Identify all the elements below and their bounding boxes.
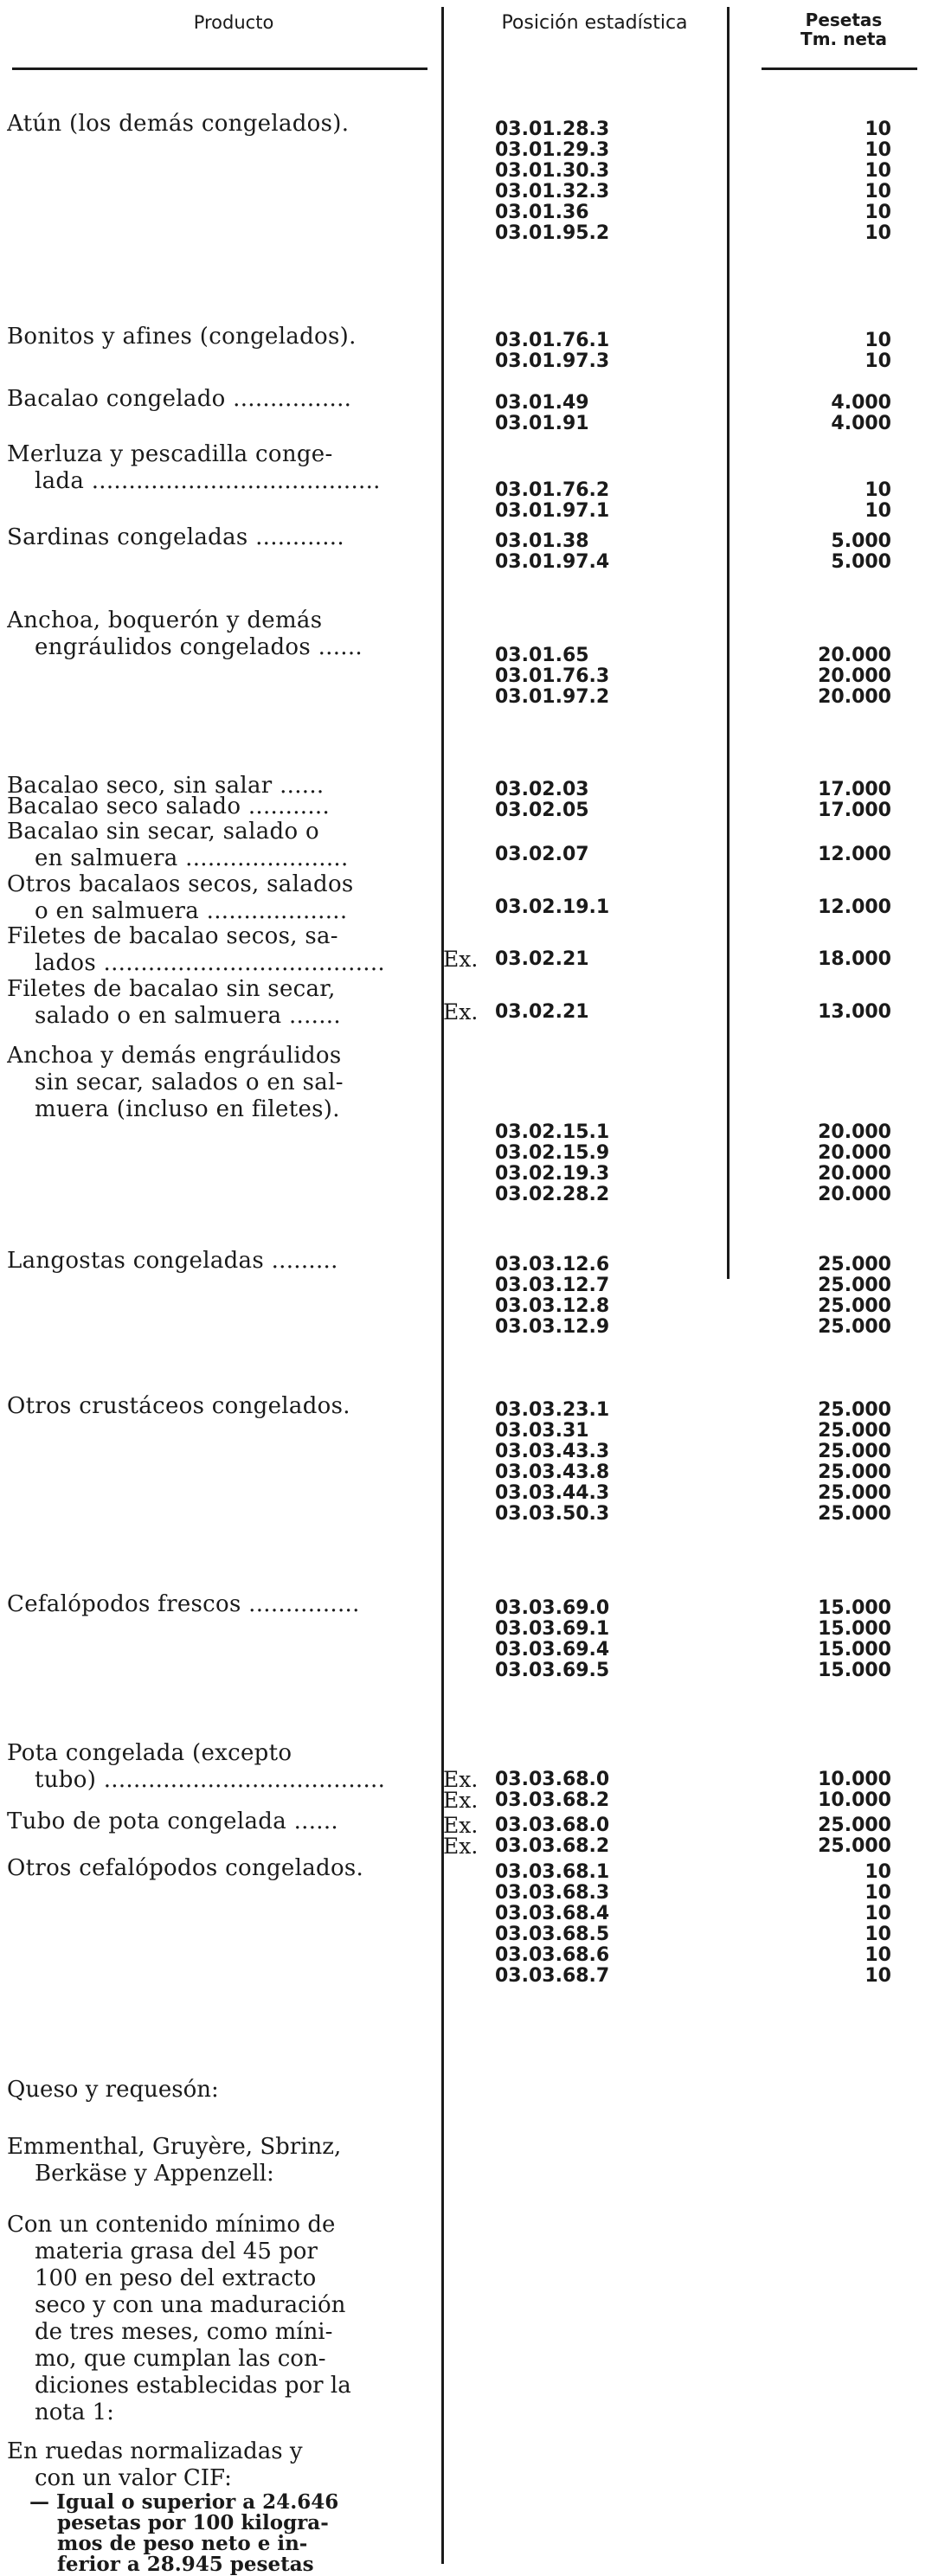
product-name-line: Bonitos y afines (congelados). [7, 324, 357, 350]
product-name-line: tubo) ...................................... [35, 1767, 386, 1793]
code-value: 03.03.69.4 [495, 1639, 610, 1661]
product-name-line: Bacalao sin secar, salado o [7, 819, 319, 845]
code-value: 03.03.69.0 [495, 1597, 610, 1619]
product-name [7, 976, 434, 1030]
statistical-positions [443, 119, 668, 244]
product-name [7, 1591, 434, 1618]
pesetas-value: 15.000 [818, 1597, 891, 1619]
pesetas-value: 25.000 [818, 1316, 891, 1338]
statistical-positions [443, 949, 668, 970]
product-name-line: muera (incluso en filetes). [35, 1096, 340, 1122]
pesetas-values [744, 480, 891, 522]
product-name-line: Bacalao seco salado ........... [7, 793, 331, 819]
statistical-code [443, 666, 668, 687]
pesetas-value: 5.000 [831, 551, 891, 573]
product-name-line: salado o en salmuera ....... [35, 1003, 341, 1029]
statistical-code [443, 1255, 668, 1275]
pesetas-value: 10 [865, 1882, 891, 1904]
statistical-code [443, 351, 668, 372]
pesetas-value: 25.000 [818, 1420, 891, 1442]
pesetas-value: 17.000 [818, 779, 891, 800]
table-row [0, 1043, 932, 1209]
product-name-line: Anchoa y demás engráulidos [7, 1043, 342, 1069]
code-value: 03.01.95.2 [495, 222, 610, 244]
cheese-condition-line: de tres meses, como míni- [35, 2319, 333, 2345]
statistical-code [443, 999, 668, 1025]
cheese-varieties [7, 2134, 434, 2187]
code-value: 03.03.43.3 [495, 1441, 610, 1462]
ex-prefix: Ex. [443, 999, 479, 1025]
code-value: 03.02.21 [495, 1001, 589, 1023]
product-name [7, 1248, 434, 1275]
code-value: 03.03.69.5 [495, 1660, 610, 1681]
pesetas-value: 4.000 [831, 413, 891, 434]
ex-prefix: Ex. [443, 947, 479, 972]
header-underline [12, 67, 427, 70]
code-value: 03.03.68.0 [495, 1815, 610, 1836]
statistical-positions [443, 1400, 668, 1525]
code-value: 03.03.23.1 [495, 1399, 610, 1421]
header-product: Producto [193, 12, 274, 33]
cheese-wheels [7, 2438, 434, 2492]
statistical-code [443, 1483, 668, 1504]
pesetas-value: 5.000 [831, 530, 891, 552]
table-row [0, 1591, 932, 1685]
pesetas-value: 15.000 [818, 1618, 891, 1640]
product-name-line: Cefalópodos frescos ............... [7, 1591, 360, 1617]
cheese-condition-line: materia grasa del 45 por [35, 2239, 318, 2264]
statistical-code [443, 845, 668, 865]
code-value: 03.02.03 [495, 779, 589, 800]
statistical-code [443, 1966, 668, 1987]
cheese-varieties-line: Berkäse y Appenzell: [35, 2161, 274, 2187]
pesetas-value: 20.000 [818, 1121, 891, 1143]
pesetas-values [744, 646, 891, 708]
cheese-price-bullet-line: ferior a 28.945 pesetas [57, 2553, 314, 2576]
cheese-varieties-line: Emmenthal, Gruyère, Sbrinz, [7, 2134, 342, 2160]
pesetas-value: 25.000 [818, 1275, 891, 1296]
statistical-code [443, 414, 668, 434]
statistical-code [443, 552, 668, 573]
product-name-line: Bacalao congelado ................ [7, 386, 352, 412]
statistical-code [443, 1421, 668, 1442]
statistical-code [443, 1275, 668, 1296]
product-name-line: Otros bacalaos secos, salados [7, 871, 354, 897]
cheese-condition-line: Con un contenido mínimo de [7, 2212, 336, 2238]
code-value: 03.01.29.3 [495, 139, 610, 161]
pesetas-values [744, 531, 891, 573]
product-name [7, 1393, 434, 1420]
cheese-condition [7, 2212, 434, 2426]
product-name-line: Langostas congeladas ......... [7, 1248, 338, 1274]
product-name-line: Otros cefalópodos congelados. [7, 1855, 364, 1881]
cheese-condition-line: seco y con una maduración [35, 2292, 346, 2318]
code-value: 03.01.28.3 [495, 119, 610, 140]
code-value: 03.02.05 [495, 800, 589, 821]
table-row [0, 1808, 932, 1860]
statistical-code [443, 1661, 668, 1681]
table-row [0, 923, 932, 980]
product-name [7, 819, 434, 872]
product-name [7, 1043, 434, 1123]
code-value: 03.01.97.3 [495, 350, 610, 372]
cheese-price-bullet-line: — Igual o superior a 24.646 [29, 2490, 339, 2514]
statistical-code [443, 1164, 668, 1185]
pesetas-value: 10 [865, 160, 891, 182]
product-name-line: en salmuera ...................... [35, 845, 349, 871]
pesetas-value: 10 [865, 222, 891, 244]
product-name-line: o en salmuera ................... [35, 898, 348, 924]
statistical-code [443, 1504, 668, 1525]
code-value: 03.01.97.1 [495, 500, 610, 522]
code-value: 03.03.12.7 [495, 1275, 610, 1296]
product-name-line: Tubo de pota congelada ...... [7, 1808, 338, 1834]
header-pesetas [779, 10, 909, 48]
statistical-code [443, 480, 668, 501]
pesetas-values [744, 1862, 891, 1987]
table-row [0, 1248, 932, 1341]
code-value: 03.02.19.3 [495, 1163, 610, 1185]
code-value: 03.03.12.9 [495, 1316, 610, 1338]
product-name-line: Atún (los demás congelados). [7, 111, 350, 137]
pesetas-value: 25.000 [818, 1295, 891, 1317]
pesetas-value: 10 [865, 1944, 891, 1966]
code-value: 03.03.68.3 [495, 1882, 610, 1904]
product-name-line: Filetes de bacalao sin secar, [7, 976, 336, 1002]
code-value: 03.01.76.1 [495, 330, 610, 351]
statistical-code [443, 1598, 668, 1619]
statistical-code [443, 646, 668, 666]
statistical-code [443, 1143, 668, 1164]
ex-prefix: Ex. [443, 1834, 479, 1859]
pesetas-value: 25.000 [818, 1503, 891, 1525]
statistical-positions [443, 1862, 668, 1987]
statistical-code [443, 949, 668, 970]
product-name [7, 441, 434, 495]
statistical-code [443, 119, 668, 140]
statistical-code [443, 223, 668, 244]
table-row [0, 441, 932, 525]
pesetas-value: 10.000 [818, 1789, 891, 1811]
pesetas-values [744, 1002, 891, 1023]
pesetas-value: 20.000 [818, 1142, 891, 1164]
product-name [7, 1808, 434, 1835]
statistical-positions [443, 331, 668, 372]
code-value: 03.01.91 [495, 413, 589, 434]
code-value: 03.03.69.1 [495, 1618, 610, 1640]
statistical-code [443, 687, 668, 708]
code-value: 03.01.38 [495, 530, 589, 552]
pesetas-value: 20.000 [818, 665, 891, 687]
product-name-line: Anchoa, boquerón y demás [7, 607, 323, 633]
statistical-positions [443, 480, 668, 522]
code-value: 03.03.68.0 [495, 1769, 610, 1790]
product-name [7, 871, 434, 925]
statistical-code [443, 1862, 668, 1883]
statistical-positions [443, 393, 668, 434]
product-name [7, 1740, 434, 1794]
pesetas-value: 10 [865, 1924, 891, 1945]
pesetas-value: 10 [865, 1861, 891, 1883]
statistical-code [443, 182, 668, 202]
code-value: 03.02.21 [495, 948, 589, 970]
pesetas-value: 15.000 [818, 1639, 891, 1661]
product-name-line: Sardinas congeladas ............ [7, 524, 344, 550]
pesetas-values [744, 845, 891, 865]
code-value: 03.01.36 [495, 202, 589, 223]
code-value: 03.03.68.2 [495, 1835, 610, 1857]
statistical-positions [443, 1255, 668, 1338]
pesetas-values [744, 331, 891, 372]
code-value: 03.01.76.2 [495, 479, 610, 501]
code-value: 03.01.65 [495, 645, 589, 666]
product-name [7, 607, 434, 661]
statistical-code [443, 393, 668, 414]
code-value: 03.03.68.6 [495, 1944, 610, 1966]
table-row [0, 324, 932, 376]
code-value: 03.03.44.3 [495, 1482, 610, 1504]
code-value: 03.01.97.4 [495, 551, 610, 573]
cheese-price-bullet [29, 2492, 457, 2575]
pesetas-value: 10 [865, 479, 891, 501]
statistical-code [443, 202, 668, 223]
table-row [0, 524, 932, 576]
pesetas-values [744, 1400, 891, 1525]
table-row [0, 607, 932, 711]
pesetas-value: 20.000 [818, 1184, 891, 1205]
header-pesetas-line1: Pesetas [805, 10, 883, 30]
cheese-condition-line: 100 en peso del extracto [35, 2265, 317, 2291]
statistical-positions [443, 845, 668, 865]
cheese-wheels-line: En ruedas normalizadas y [7, 2438, 303, 2464]
pesetas-values [744, 949, 891, 970]
pesetas-values [744, 1770, 891, 1811]
statistical-code [443, 1462, 668, 1483]
pesetas-value: 20.000 [818, 686, 891, 708]
product-name-line: engráulidos congelados ...... [35, 634, 363, 660]
statistical-positions [443, 1598, 668, 1681]
statistical-code [443, 1619, 668, 1640]
pesetas-values [744, 393, 891, 434]
product-name [7, 111, 434, 138]
pesetas-values [744, 897, 891, 918]
code-value: 03.02.28.2 [495, 1184, 610, 1205]
code-value: 03.01.49 [495, 392, 589, 414]
product-name-line: Pota congelada (excepto [7, 1740, 292, 1766]
statistical-code [443, 1400, 668, 1421]
product-name-line: lada ....................................... [35, 468, 381, 494]
pesetas-value: 10 [865, 119, 891, 140]
code-value: 03.02.15.1 [495, 1121, 610, 1143]
statistical-code [443, 1836, 668, 1857]
product-name [7, 386, 434, 413]
product-name [7, 1855, 434, 1882]
code-value: 03.02.15.9 [495, 1142, 610, 1164]
product-name [7, 324, 434, 350]
pesetas-value: 12.000 [818, 844, 891, 865]
cheese-price-bullet-line: pesetas por 100 kilogra- [57, 2511, 329, 2534]
product-name-line: Filetes de bacalao secos, sa- [7, 923, 338, 949]
cheese-condition-line: diciones establecidas por la [35, 2373, 351, 2399]
code-value: 03.01.97.2 [495, 686, 610, 708]
header-underline-right [762, 67, 917, 70]
pesetas-value: 10 [865, 202, 891, 223]
cheese-wheels-line: con un valor CIF: [35, 2465, 232, 2491]
code-value: 03.03.31 [495, 1420, 589, 1442]
statistical-positions [443, 999, 668, 1025]
product-name-line: sin secar, salados o en sal- [35, 1070, 344, 1095]
pesetas-value: 10 [865, 139, 891, 161]
pesetas-value: 25.000 [818, 1835, 891, 1857]
pesetas-value: 10 [865, 500, 891, 522]
code-value: 03.01.76.3 [495, 665, 610, 687]
pesetas-value: 25.000 [818, 1399, 891, 1421]
pesetas-value: 10 [865, 330, 891, 351]
header-position: Posición estadística [501, 12, 688, 34]
table-row [0, 1855, 932, 1990]
cheese-heading-line: Queso y requesón: [7, 2077, 219, 2103]
ex-prefix: Ex. [443, 1813, 479, 1838]
product-name-line: Bacalao seco, sin salar ...... [7, 773, 325, 799]
pesetas-value: 4.000 [831, 392, 891, 414]
statistical-positions [443, 897, 668, 918]
product-name [7, 923, 434, 977]
pesetas-value: 12.000 [818, 896, 891, 918]
pesetas-value: 15.000 [818, 1660, 891, 1681]
code-value: 03.02.07 [495, 844, 589, 865]
code-value: 03.03.68.4 [495, 1903, 610, 1924]
table-row [0, 111, 932, 247]
pesetas-value: 25.000 [818, 1482, 891, 1504]
statistical-code [443, 161, 668, 182]
pesetas-value: 10 [865, 181, 891, 202]
pesetas-value: 10.000 [818, 1769, 891, 1790]
code-value: 03.02.19.1 [495, 896, 610, 918]
statistical-code [443, 1122, 668, 1143]
pesetas-value: 10 [865, 1965, 891, 1987]
cheese-condition-line: nota 1: [35, 2399, 114, 2425]
pesetas-value: 25.000 [818, 1441, 891, 1462]
statistical-code [443, 1883, 668, 1904]
pesetas-value: 25.000 [818, 1815, 891, 1836]
statistical-positions [443, 646, 668, 708]
code-value: 03.03.12.6 [495, 1254, 610, 1275]
statistical-code [443, 1442, 668, 1462]
statistical-code [443, 897, 668, 918]
statistical-code [443, 1945, 668, 1966]
statistical-positions [443, 1815, 668, 1857]
statistical-code [443, 331, 668, 351]
product-name [7, 524, 434, 551]
statistical-positions [443, 1122, 668, 1205]
product-name-line: lados ...................................... [35, 950, 385, 976]
product-name-line: Otros crustáceos congelados. [7, 1393, 350, 1419]
statistical-code [443, 1317, 668, 1338]
statistical-positions [443, 1767, 668, 1813]
table-row [0, 1393, 932, 1528]
table-row [0, 386, 932, 438]
pesetas-value: 13.000 [818, 1001, 891, 1023]
code-value: 03.03.68.7 [495, 1965, 610, 1987]
pesetas-value: 20.000 [818, 1163, 891, 1185]
ex-prefix: Ex. [443, 1788, 479, 1813]
pesetas-value: 10 [865, 1903, 891, 1924]
pesetas-values [744, 119, 891, 244]
statistical-code [443, 531, 668, 552]
statistical-positions [443, 531, 668, 573]
statistical-code [443, 1296, 668, 1317]
ex-prefix: Ex. [443, 1767, 479, 1792]
pesetas-value: 18.000 [818, 948, 891, 970]
cheese-condition-line: mo, que cumplan las con- [35, 2346, 326, 2372]
pesetas-value: 25.000 [818, 1254, 891, 1275]
code-value: 03.03.68.5 [495, 1924, 610, 1945]
cheese-price-bullet-line: mos de peso neto e in- [57, 2532, 308, 2555]
statistical-code [443, 501, 668, 522]
pesetas-value: 25.000 [818, 1461, 891, 1483]
pesetas-values [744, 1815, 891, 1857]
pesetas-value: 10 [865, 350, 891, 372]
statistical-code [443, 1185, 668, 1205]
code-value: 03.03.68.1 [495, 1861, 610, 1883]
pesetas-value: 20.000 [818, 645, 891, 666]
cheese-heading [7, 2077, 434, 2104]
table-row [0, 819, 932, 876]
pesetas-values [744, 1255, 891, 1338]
code-value: 03.03.43.8 [495, 1461, 610, 1483]
pesetas-value: 17.000 [818, 800, 891, 821]
product-name-line: Merluza y pescadilla conge- [7, 441, 333, 467]
table-row [0, 1740, 932, 1815]
table-row [0, 871, 932, 928]
statistical-code [443, 140, 668, 161]
pesetas-values [744, 1122, 891, 1205]
code-value: 03.03.50.3 [495, 1503, 610, 1525]
statistical-code [443, 1640, 668, 1661]
table-row [0, 976, 932, 1033]
code-value: 03.01.32.3 [495, 181, 610, 202]
code-value: 03.03.12.8 [495, 1295, 610, 1317]
code-value: 03.01.30.3 [495, 160, 610, 182]
statistical-code [443, 1924, 668, 1945]
pesetas-values [744, 1598, 891, 1681]
header-pesetas-line2: Tm. neta [800, 29, 887, 49]
code-value: 03.03.68.2 [495, 1789, 610, 1811]
statistical-code [443, 1904, 668, 1924]
product-name [7, 793, 434, 820]
